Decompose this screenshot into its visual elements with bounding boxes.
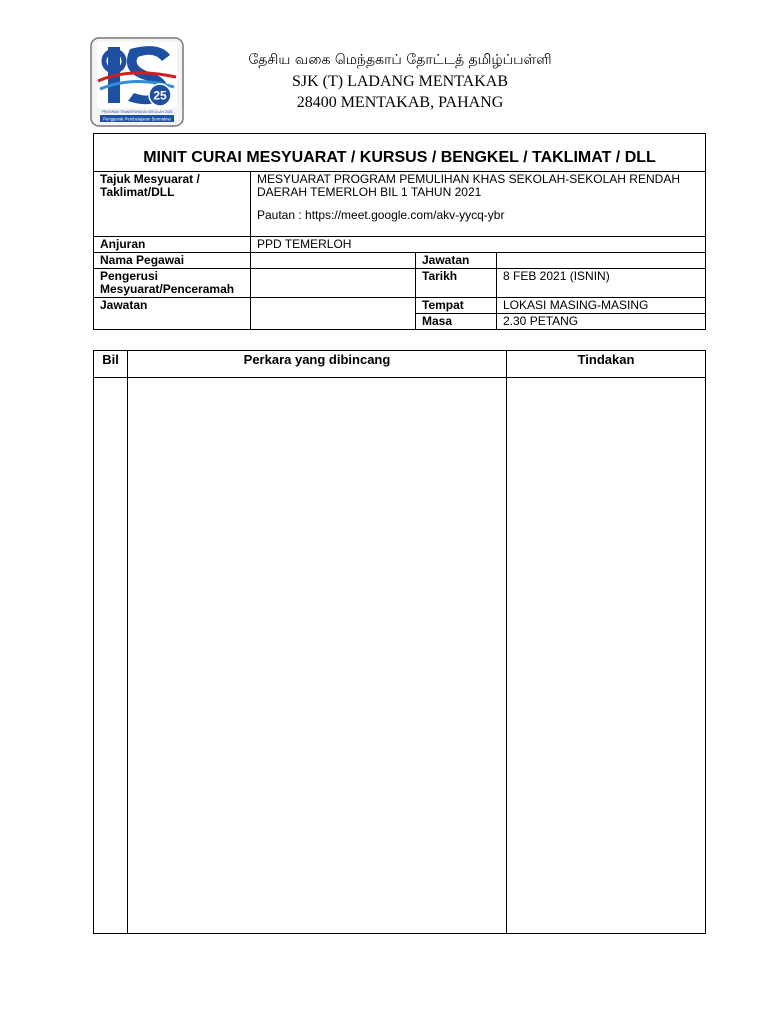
nama-label: Nama Pegawai [94, 253, 251, 269]
pengerusi-row [94, 269, 706, 298]
school-logo [90, 37, 184, 127]
tajuk-cell [251, 172, 706, 237]
jawatan-label: Jawatan [416, 253, 497, 269]
tarikh-label: Tarikh [416, 269, 497, 298]
column-perkara: Perkara yang dibincang [128, 351, 507, 378]
masa-label: Masa [416, 314, 497, 330]
minutes-header-row [94, 351, 706, 378]
nama-row [94, 253, 706, 269]
jawatan2-value[interactable] [251, 298, 416, 330]
school-address: 28400 MENTAKAB, PAHANG [296, 94, 504, 111]
logo-caption: PROGRAM TRANSFORMASI SEKOLAH 2025 [101, 110, 173, 114]
school-name-tamil: தேசிய வகை மெந்தகாப் தோட்டத் தமிழ்ப்பள்ளி [248, 52, 552, 68]
anjuran-row [94, 237, 706, 253]
jawatan2-row [94, 298, 706, 314]
jawatan-value[interactable] [497, 253, 706, 269]
minutes-table [93, 350, 706, 934]
title-row [94, 134, 706, 172]
column-bil: Bil [94, 351, 128, 378]
tajuk-value: MESYUARAT PROGRAM PEMULIHAN KHAS SEKOLAH-SEKOLAH RENDAH DAERAH TEMERLOH BIL 1 TAHUN 2021 [257, 172, 680, 199]
tarikh-value: 8 FEB 2021 (ISNIN) [497, 269, 706, 298]
tempat-label: Tempat [416, 298, 497, 314]
column-tindakan: Tindakan [507, 351, 706, 378]
tajuk-label: Tajuk Mesyuarat / Taklimat/DLL [94, 172, 251, 237]
tempat-value: LOKASI MASING-MASING [497, 298, 706, 314]
minutes-body-row [94, 378, 706, 934]
pengerusi-value[interactable] [251, 269, 416, 298]
jawatan2-label: Jawatan [94, 298, 251, 330]
pautan-link[interactable]: Pautan : https://meet.google.com/akv-yycq-ybr [257, 208, 505, 222]
form-title: MINIT CURAI MESYUARAT / KURSUS / BENGKEL / TAKLIMAT / DLL [94, 134, 706, 172]
meeting-info-table [93, 133, 706, 330]
school-header [200, 50, 600, 113]
tajuk-row [94, 172, 706, 237]
anjuran-value: PPD TEMERLOH [251, 237, 706, 253]
logo-badge: 25 [153, 88, 167, 103]
pengerusi-label: Pengerusi Mesyuarat/Penceramah [94, 269, 251, 298]
nama-value[interactable] [251, 253, 416, 269]
school-name: SJK (T) LADANG MENTAKAB [291, 73, 509, 90]
masa-value: 2.30 PETANG [497, 314, 706, 330]
anjuran-label: Anjuran [94, 237, 251, 253]
perkara-cell[interactable] [128, 378, 507, 934]
logo-tagline: Penggerak Pembelajaran Bermakna [103, 116, 171, 122]
bil-cell[interactable] [94, 378, 128, 934]
tindakan-cell[interactable] [507, 378, 706, 934]
